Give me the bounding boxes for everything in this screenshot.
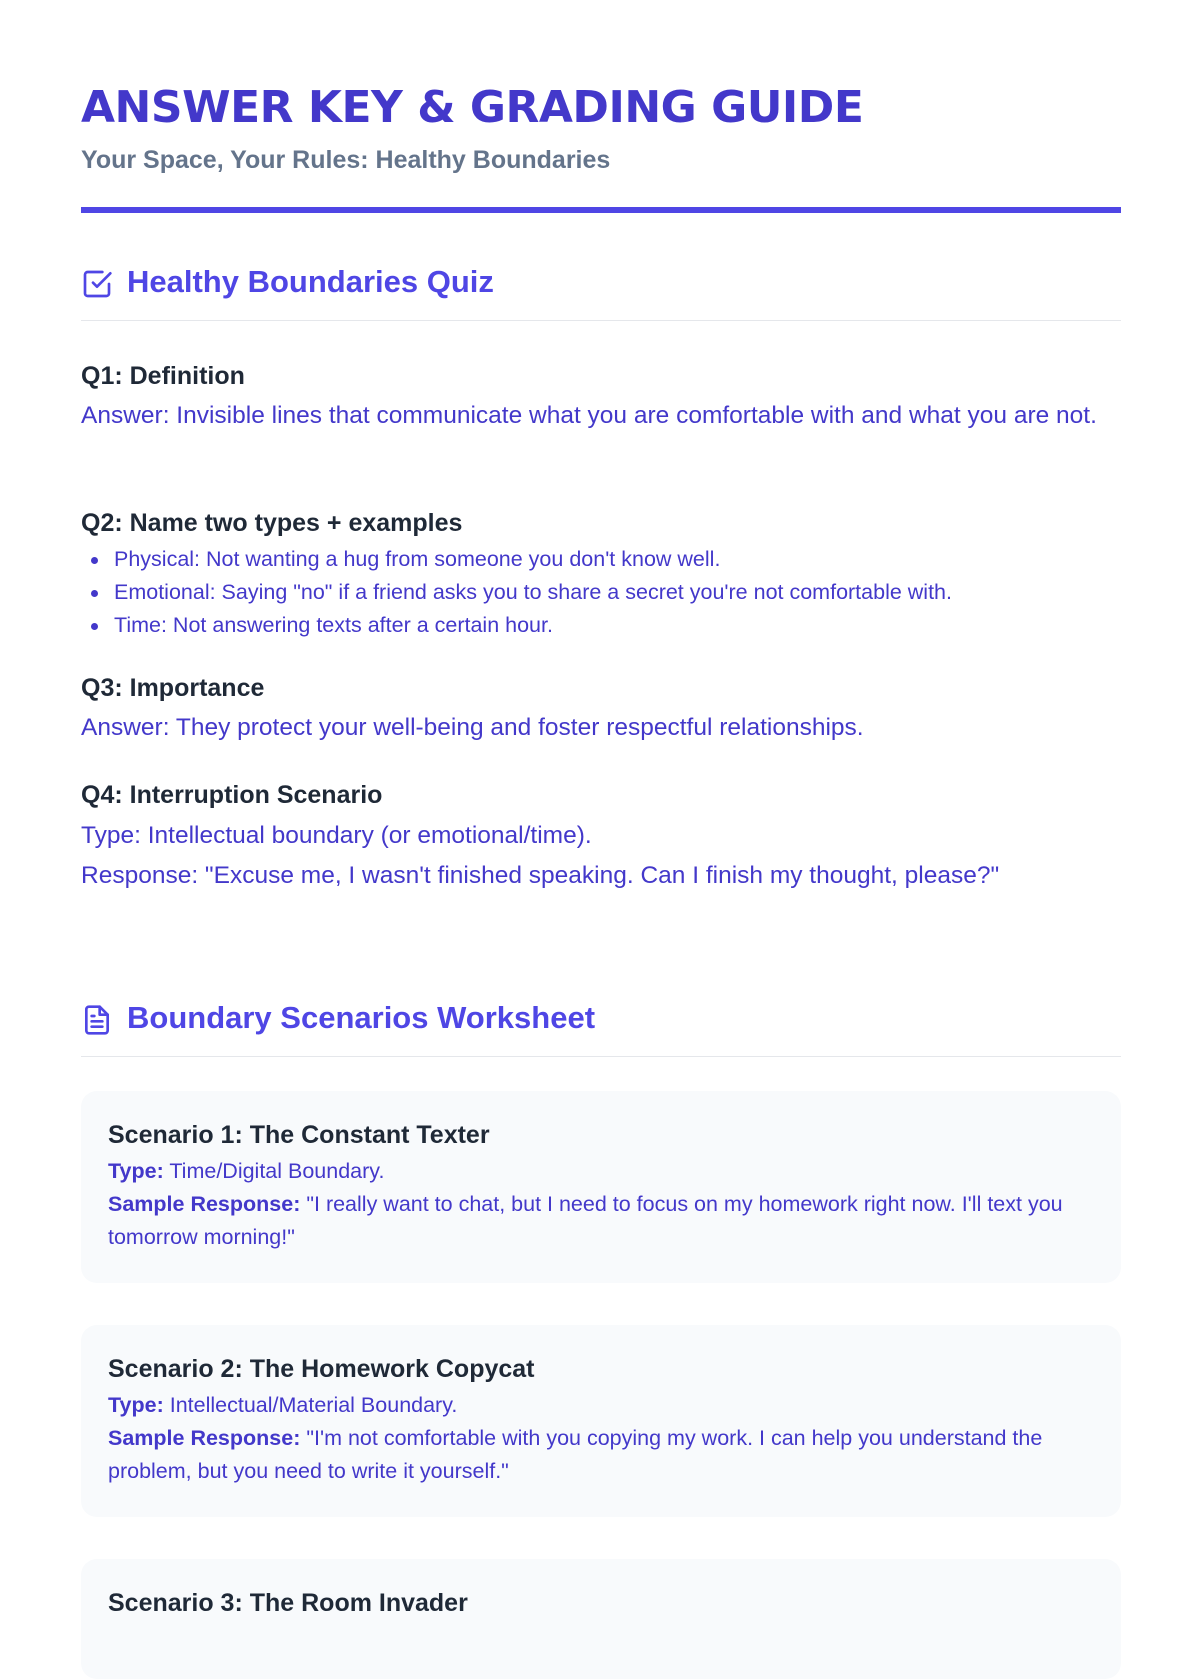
document-title: ANSWER KEY & GRADING GUIDE [81, 82, 864, 133]
scenario-response: "I really want to chat, but I need to focus on my homework right now. I'll text you tomorrow morning!" [108, 1192, 1063, 1249]
worksheet-section-header [81, 1000, 1121, 1057]
document-subtitle: Your Space, Your Rules: Healthy Boundaries [81, 146, 611, 174]
scenario-card [81, 1325, 1121, 1517]
scenario-type-line [108, 1389, 1098, 1422]
quiz-section-title: Healthy Boundaries Quiz [127, 264, 494, 299]
scenario-title: Scenario 3: The Room Invader [108, 1589, 468, 1617]
question-1-answer: Answer: Invisible lines that communicate what you are comfortable with and what you are not. [81, 402, 1097, 429]
scenario-card [81, 1091, 1121, 1283]
scenario-title: Scenario 2: The Homework Copycat [108, 1355, 535, 1383]
question-3-answer: Answer: They protect your well-being and foster respectful relationships. [81, 714, 864, 741]
worksheet-section-title: Boundary Scenarios Worksheet [127, 1000, 596, 1035]
scenario-response-line [108, 1188, 1098, 1254]
document-icon [81, 1004, 113, 1036]
question-2-label: Q2: Name two types + examples [81, 509, 463, 537]
list-item: Emotional: Saying "no" if a friend asks you to share a secret you're not comfortable with. [114, 576, 952, 609]
type-label: Type: [108, 1393, 164, 1417]
question-4-response: Response: "Excuse me, I wasn't finished speaking. Can I finish my thought, please?" [81, 862, 1000, 889]
question-4-type: Type: Intellectual boundary (or emotional/time). [81, 822, 592, 849]
question-2-answer-list [81, 543, 952, 642]
scenario-details [108, 1155, 1098, 1254]
scenario-type-line [108, 1155, 1098, 1188]
scenario-type: Intellectual/Material Boundary. [169, 1393, 458, 1417]
scenario-title: Scenario 1: The Constant Texter [108, 1121, 490, 1149]
question-3-label: Q3: Importance [81, 674, 265, 702]
question-4-label: Q4: Interruption Scenario [81, 781, 383, 809]
list-item: Physical: Not wanting a hug from someone you don't know well. [114, 543, 952, 576]
scenario-type: Time/Digital Boundary. [169, 1159, 385, 1183]
scenario-details [108, 1389, 1098, 1488]
scenario-response-line [108, 1422, 1098, 1488]
title-divider [81, 207, 1121, 213]
scenario-response: "I'm not comfortable with you copying my work. I can help you understand the problem, but you need to write it yourself." [108, 1426, 1043, 1483]
response-label: Sample Response: [108, 1426, 301, 1450]
type-label: Type: [108, 1159, 164, 1183]
list-item: Time: Not answering texts after a certain hour. [114, 609, 952, 642]
quiz-section-header [81, 264, 1121, 321]
question-1-label: Q1: Definition [81, 362, 245, 390]
scenario-card [81, 1559, 1121, 1679]
checkbox-icon [81, 268, 113, 300]
response-label: Sample Response: [108, 1192, 301, 1216]
